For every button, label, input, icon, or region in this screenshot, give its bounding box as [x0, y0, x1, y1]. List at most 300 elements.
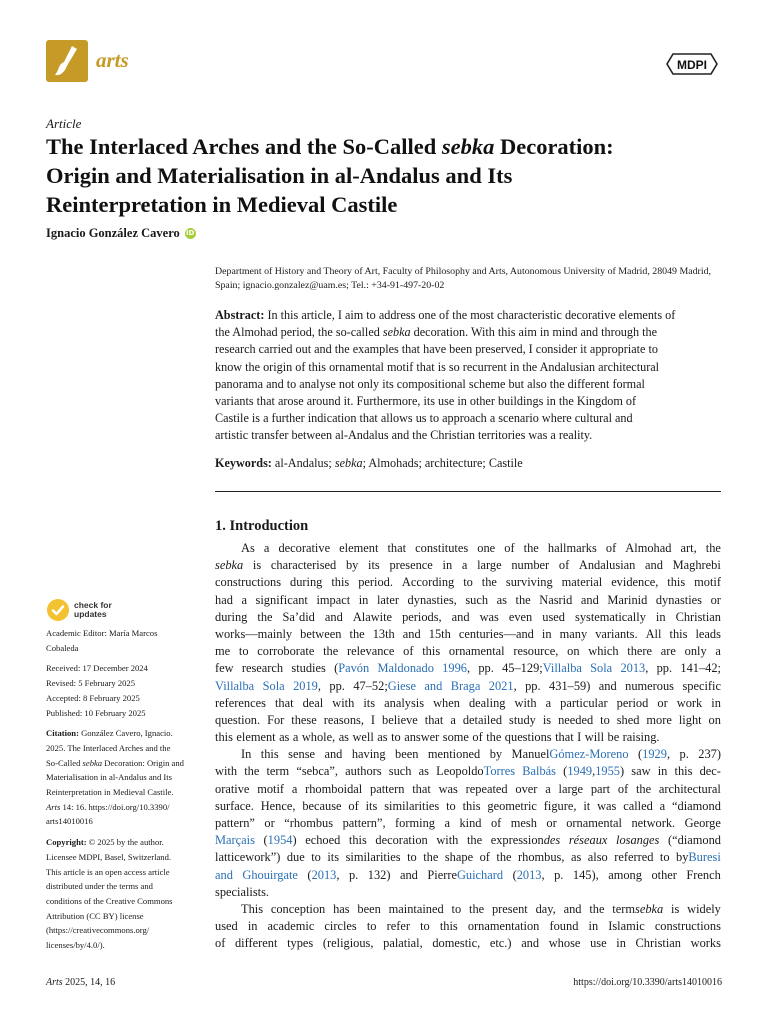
- reference-link[interactable]: Braga: [450, 678, 481, 693]
- reference-link[interactable]: 1954: [267, 833, 293, 848]
- word: [215, 609, 247, 626]
- word: [242, 867, 298, 884]
- word: [432, 935, 480, 952]
- sidebar-text: Reinterpretation in Medieval Castile.: [46, 787, 174, 798]
- word-text: large: [477, 558, 502, 573]
- word: [480, 609, 499, 626]
- word: [293, 678, 321, 695]
- word: [215, 626, 292, 643]
- word-text: “sebca”,: [296, 764, 338, 779]
- word-text: reasons,: [323, 712, 364, 727]
- word-text: rhomboidal: [305, 781, 363, 796]
- word-text: with: [332, 695, 355, 710]
- reference-link[interactable]: Sola: [590, 661, 613, 676]
- word-text: over: [515, 781, 538, 796]
- reference-link[interactable]: and: [424, 678, 443, 693]
- word: [490, 746, 502, 763]
- sidebar-text: Copyright:: [46, 837, 87, 848]
- word-text: also: [587, 850, 608, 865]
- word: [384, 798, 439, 815]
- orcid-icon[interactable]: iD: [186, 229, 195, 237]
- word-text: shed: [616, 712, 640, 727]
- reference-link[interactable]: Sola: [262, 678, 285, 693]
- keywords-part-italic: sebka: [334, 456, 363, 470]
- word: [672, 798, 721, 815]
- word: [300, 626, 341, 643]
- word: [215, 643, 230, 660]
- mdpi-logo[interactable]: [664, 50, 720, 78]
- word-text: pattern: [370, 781, 405, 796]
- word-text: been: [357, 901, 381, 916]
- word-text: different: [234, 936, 278, 951]
- keywords: [215, 456, 721, 471]
- word-text: ,: [466, 661, 471, 676]
- word: [646, 712, 671, 729]
- word: [324, 918, 356, 935]
- word-text: p.: [554, 867, 564, 882]
- body-line: [215, 574, 721, 591]
- word: [542, 626, 552, 643]
- word-text: corroborate: [257, 644, 315, 659]
- word: [244, 763, 259, 780]
- word-text: refer: [386, 919, 410, 934]
- reference-link[interactable]: Buresi: [688, 850, 721, 865]
- word-text: particular: [560, 695, 608, 710]
- sidebar-text: Received: 17 December 2024: [46, 663, 148, 674]
- word: [327, 849, 339, 866]
- word-text: a: [450, 712, 456, 727]
- word: [686, 867, 720, 884]
- word-text: p.: [679, 747, 689, 762]
- reference-link[interactable]: and: [215, 867, 233, 882]
- word-text: kind: [459, 816, 482, 830]
- word-text: in: [358, 592, 369, 607]
- reference-link[interactable]: 2021: [488, 678, 514, 693]
- word-text: period: [616, 695, 649, 710]
- word-text: will: [584, 730, 605, 745]
- reference-link[interactable]: 2013: [311, 867, 337, 882]
- body-line: [215, 884, 721, 901]
- word: [614, 849, 653, 866]
- word-text: etc.): [489, 936, 512, 951]
- word-text: on: [567, 644, 580, 659]
- check-for-updates[interactable]: [46, 598, 112, 622]
- word-text: sense: [288, 747, 316, 762]
- word: [472, 729, 482, 746]
- word: [645, 557, 663, 574]
- word: [377, 660, 433, 677]
- body-line: [215, 660, 721, 677]
- word: [395, 746, 418, 763]
- word: [671, 901, 679, 918]
- word-text: ,: [666, 747, 671, 762]
- word-text: architectural: [658, 781, 721, 796]
- word: [239, 643, 249, 660]
- word: [685, 815, 721, 832]
- word-text: presence: [389, 558, 433, 573]
- word-text: (: [512, 867, 517, 882]
- word-text: constitutes: [415, 541, 469, 555]
- word-text: to: [366, 919, 377, 934]
- word: [612, 901, 663, 918]
- abstract-line: [215, 324, 721, 341]
- word: [389, 763, 412, 780]
- word-text: ,: [336, 867, 340, 882]
- abstract-line: [215, 410, 721, 427]
- word: [373, 626, 395, 643]
- word-text: whole,: [301, 730, 336, 745]
- word: [359, 592, 369, 609]
- word: [546, 695, 552, 712]
- word-text: is: [542, 712, 552, 727]
- reference-link[interactable]: Guichard: [456, 867, 504, 882]
- word-text: hallmarks: [547, 541, 597, 555]
- article-type: Article: [46, 116, 82, 131]
- word-text: term: [266, 764, 290, 779]
- word: [463, 574, 473, 591]
- word-text: ,: [592, 764, 596, 779]
- word-text: periods,: [402, 609, 442, 624]
- word-text: and: [563, 901, 582, 916]
- word: [660, 849, 670, 866]
- word: [497, 592, 507, 609]
- word: [656, 609, 666, 626]
- body-line: [215, 643, 721, 660]
- word: [492, 901, 528, 918]
- title-text: The Interlaced Arches and the So-Called: [46, 134, 442, 159]
- sidebar-line: [46, 626, 204, 641]
- word-text: Pierre: [427, 867, 457, 882]
- reference-link[interactable]: 1955: [595, 764, 620, 779]
- word: [323, 643, 338, 660]
- word-text: widely: [687, 901, 721, 916]
- word-text: has: [333, 901, 350, 916]
- word-text: ornamentation: [467, 919, 540, 934]
- word: [433, 695, 460, 712]
- word-text: a: [461, 558, 468, 573]
- sidebar-text: Citation:: [46, 728, 79, 739]
- word: [559, 557, 569, 574]
- word-text: element: [339, 541, 379, 555]
- word-text: this: [260, 747, 279, 762]
- title-line: [46, 161, 726, 190]
- word-text: references: [215, 695, 266, 710]
- reference-link[interactable]: 1996: [442, 661, 467, 676]
- word-text: the: [257, 609, 273, 624]
- word: [491, 815, 501, 832]
- word: [368, 867, 391, 884]
- word: [521, 935, 539, 952]
- abstract-text: the Almohad period, the so-called: [215, 325, 383, 340]
- word: [600, 712, 610, 729]
- word-text: studies: [291, 661, 326, 676]
- word: [256, 592, 308, 609]
- word: [404, 729, 439, 746]
- word: [346, 557, 358, 574]
- word: [515, 695, 537, 712]
- sidebar-text: Materialisation in al-Andalus and Its: [46, 772, 173, 783]
- reference-link[interactable]: Maldonado: [377, 661, 434, 676]
- word: [350, 626, 365, 643]
- word: [264, 540, 270, 557]
- word-text: the: [349, 626, 365, 641]
- sidebar-line: [46, 706, 204, 721]
- reference-link[interactable]: 1949: [567, 764, 593, 779]
- reference-link[interactable]: Pavón: [338, 661, 370, 676]
- word-text: had: [215, 592, 233, 607]
- sidebar-line: [46, 756, 204, 771]
- word: [412, 781, 431, 798]
- word: [235, 935, 277, 952]
- sidebar-line: [46, 726, 204, 741]
- abstract-line: [215, 307, 721, 324]
- word-text: a: [292, 730, 299, 745]
- word: [387, 540, 406, 557]
- word: [506, 574, 553, 591]
- word-text: of: [472, 730, 483, 745]
- title-line: [46, 190, 726, 219]
- word: [555, 729, 574, 746]
- word: [545, 781, 551, 798]
- reference-link[interactable]: Torres: [483, 764, 516, 779]
- word: [215, 695, 266, 712]
- word-text: was: [479, 609, 499, 624]
- word-text: expression: [490, 833, 544, 848]
- word: [423, 849, 438, 866]
- updates-line: check for: [74, 599, 112, 610]
- word-text: decoration: [375, 833, 428, 848]
- word-text: sebka: [635, 901, 664, 916]
- word: [579, 557, 635, 574]
- word: [383, 935, 423, 952]
- sidebar-line: [46, 850, 204, 865]
- word-text: and: [324, 747, 343, 762]
- word-text: the: [469, 901, 485, 916]
- footer-volume: 2025, 14, 16: [62, 977, 116, 988]
- word: [332, 695, 354, 712]
- word-text: the: [523, 541, 539, 555]
- body-line: [215, 729, 721, 746]
- reference-link[interactable]: Marçais: [215, 833, 255, 848]
- word: [439, 781, 458, 798]
- word-text: in: [711, 695, 721, 710]
- body-line: [215, 935, 721, 952]
- word: [502, 660, 582, 677]
- word-text: the: [486, 730, 502, 745]
- word: [347, 643, 394, 660]
- word-text: ): [292, 833, 297, 848]
- word: [349, 867, 358, 884]
- word-text: the: [481, 575, 497, 590]
- word-text: a: [241, 592, 247, 607]
- reference-link[interactable]: Villalba: [542, 661, 582, 676]
- word: [504, 540, 514, 557]
- word-text: pattern”,: [342, 816, 386, 830]
- word-text: is: [671, 901, 680, 916]
- word: [215, 918, 238, 935]
- word: [656, 592, 702, 609]
- sidebar-line: [46, 835, 204, 850]
- journal-name[interactable]: arts: [96, 48, 129, 72]
- word-text: term: [612, 901, 635, 916]
- reference-link[interactable]: Gómez-Moreno: [549, 747, 629, 762]
- sidebar-text: distributed under the terms and: [46, 881, 153, 892]
- sidebar-info: [46, 626, 204, 953]
- word: [443, 557, 453, 574]
- body-line: [215, 626, 721, 643]
- word: [617, 695, 649, 712]
- word-text: to: [311, 850, 321, 865]
- abstract-line: [215, 376, 721, 393]
- word: [589, 918, 599, 935]
- word-text: of: [490, 816, 502, 830]
- word: [357, 901, 380, 918]
- word-text: echoed: [305, 833, 341, 848]
- reference-link[interactable]: Villalba: [215, 678, 255, 693]
- reference-link[interactable]: 2013: [620, 661, 646, 676]
- word-text: these: [291, 712, 317, 727]
- word: [599, 678, 617, 695]
- word: [566, 815, 622, 832]
- word: [420, 918, 430, 935]
- word: [241, 592, 247, 609]
- word-text: maintained: [388, 901, 444, 916]
- body-line: [215, 867, 721, 884]
- word-text: few: [215, 661, 234, 676]
- footer-doi[interactable]: https://doi.org/10.3390/arts14010016: [573, 977, 722, 988]
- reference-link[interactable]: 2019: [293, 678, 318, 693]
- sidebar-text: arts14010016: [46, 816, 93, 827]
- word: [345, 763, 381, 780]
- word-text: academic: [267, 919, 315, 934]
- word: [489, 678, 517, 695]
- word-text: a: [291, 781, 298, 796]
- word-text: by: [345, 558, 359, 573]
- abstract-text: know the origin of this ornamental motif that is so recurrent in the Andalusian architectural: [215, 359, 660, 374]
- word: [518, 849, 564, 866]
- article-title: [46, 132, 726, 219]
- word-text: Andalusian: [578, 558, 636, 573]
- word: [680, 746, 689, 763]
- word: [324, 712, 364, 729]
- abstract-text: sebka: [382, 325, 411, 340]
- word: [469, 695, 505, 712]
- word-text: this: [215, 730, 233, 745]
- word-text: ornamental: [448, 644, 505, 659]
- word: [422, 643, 440, 660]
- word-text: during: [215, 609, 248, 624]
- author-name[interactable]: Ignacio González Cavero: [46, 226, 180, 240]
- sidebar-line: [46, 770, 204, 785]
- word-text: with: [436, 833, 459, 848]
- sidebar-text: Published: 10 February 2025: [46, 707, 146, 718]
- sidebar-text: 2025. The Interlaced Arches and the: [46, 742, 171, 753]
- word: [353, 678, 416, 695]
- word: [706, 540, 721, 557]
- section-heading: 1. Introduction: [215, 518, 309, 534]
- word-text: such: [388, 764, 412, 779]
- word-text: French: [686, 867, 721, 882]
- word: [558, 712, 593, 729]
- word: [595, 626, 637, 643]
- word: [324, 746, 342, 763]
- word: [607, 592, 647, 609]
- word: [291, 712, 316, 729]
- body-line: [215, 540, 721, 557]
- word: [408, 592, 457, 609]
- word-text: pp.: [478, 661, 494, 676]
- word: [427, 867, 503, 884]
- word-text: figure,: [543, 798, 577, 813]
- word: [480, 849, 490, 866]
- word-text: According: [401, 575, 455, 590]
- word-text: and: [521, 936, 540, 951]
- word: [658, 763, 668, 780]
- word-text: large: [558, 781, 584, 796]
- word: [636, 935, 681, 952]
- word-text: network.: [631, 816, 676, 830]
- word-text: was: [438, 781, 458, 796]
- reference-link[interactable]: Giese: [387, 678, 416, 693]
- word-text: a: [715, 644, 721, 659]
- word-text: the: [244, 764, 260, 779]
- word-text: and: [399, 867, 418, 882]
- body-line: [215, 592, 721, 609]
- keywords-label: Keywords:: [215, 456, 272, 470]
- word-text: (religious,: [322, 936, 374, 951]
- word: [296, 763, 338, 780]
- sidebar-line: [46, 691, 204, 706]
- publisher-name: MDPI: [677, 58, 707, 72]
- word: [490, 935, 512, 952]
- word: [287, 935, 313, 952]
- word-text: centuries—and: [458, 626, 534, 641]
- sidebar-text: This article is an open access article: [46, 866, 170, 877]
- reference-link[interactable]: 2013: [516, 867, 542, 882]
- word: [590, 935, 607, 952]
- word: [283, 609, 315, 626]
- word: [661, 643, 676, 660]
- word-text: numerous: [625, 678, 674, 693]
- word: [257, 609, 272, 626]
- word-text: ornamental: [566, 816, 622, 830]
- word: [524, 540, 539, 557]
- reference-link[interactable]: 1929: [642, 747, 667, 762]
- word: [215, 815, 255, 832]
- word: [215, 592, 233, 609]
- divider: [215, 491, 721, 492]
- word-text: or: [546, 816, 557, 830]
- word: [659, 781, 721, 798]
- word: [271, 557, 336, 574]
- reference-link[interactable]: Balbás: [522, 764, 557, 779]
- word-text: the: [466, 833, 483, 848]
- sidebar-text: 14: 16. https://doi.org/10.3390/: [60, 801, 170, 812]
- word-text: that: [424, 712, 444, 727]
- title-line: [46, 132, 726, 161]
- word: [625, 678, 674, 695]
- word: [591, 781, 610, 798]
- word-text: and: [451, 609, 470, 624]
- word: [463, 712, 502, 729]
- word: [323, 935, 374, 952]
- word: [407, 849, 417, 866]
- word: [292, 781, 298, 798]
- word-text: its: [327, 850, 340, 865]
- word-text: variants.: [595, 626, 638, 641]
- body-line: [215, 798, 721, 815]
- reference-link[interactable]: Ghouirgate: [242, 867, 298, 882]
